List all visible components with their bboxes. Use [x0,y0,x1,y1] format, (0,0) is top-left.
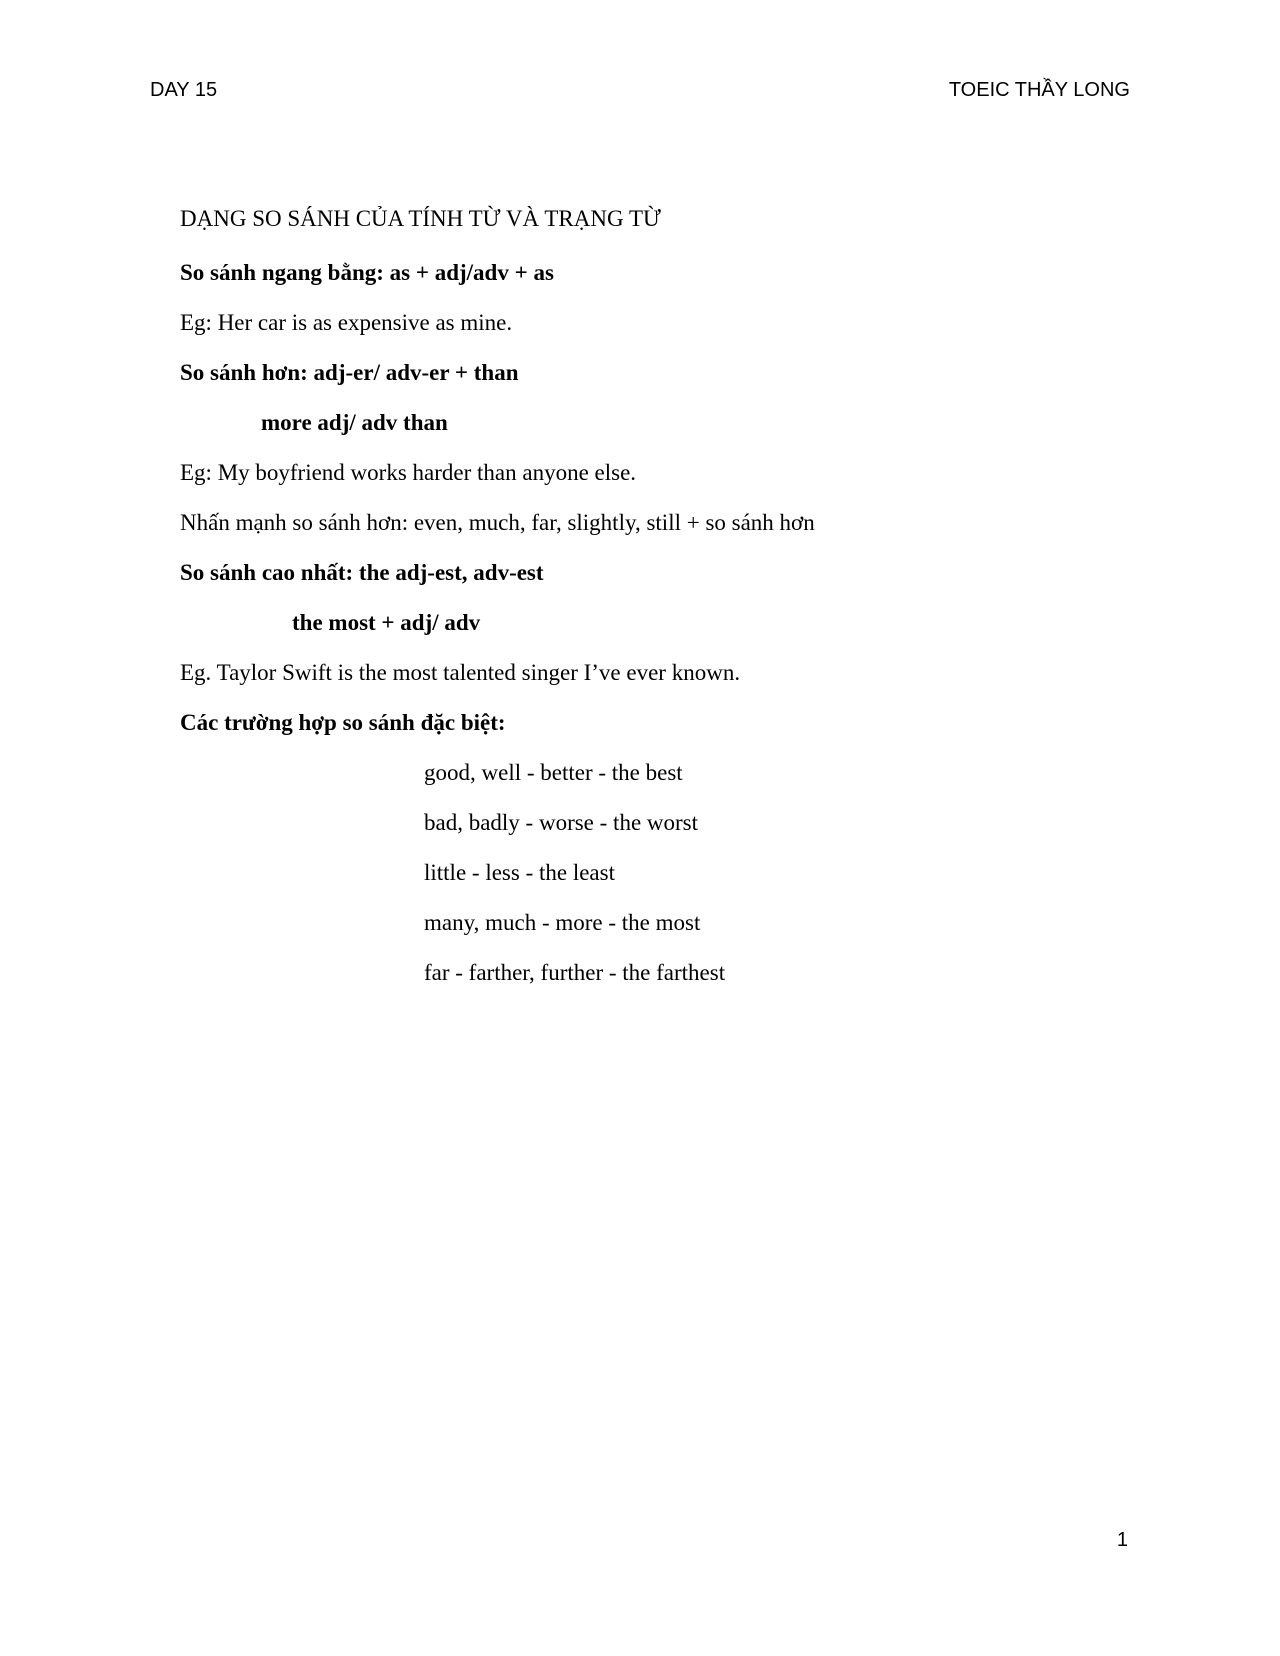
header-day-label: DAY 15 [150,79,218,101]
superlative-rule-alternative: the most + adj/ adv [292,610,481,635]
special-cases-heading: Các trường hợp so sánh đặc biệt: [180,710,506,735]
comparative-rule: So sánh hơn: adj-er/ adv-er + than [180,360,519,385]
equal-comparison-example: Eg: Her car is as expensive as mine. [180,310,513,335]
comparative-rule-alternative: more adj/ adv than [261,410,448,435]
superlative-rule: So sánh cao nhất: the adj-est, adv-est [180,560,544,585]
header-author-label: TOEIC THẦY LONG [948,79,1130,101]
comparative-example: Eg: My boyfriend works harder than anyone else. [180,460,637,485]
document-title: DẠNG SO SÁNH CỦA TÍNH TỪ VÀ TRẠNG TỪ [180,206,661,231]
special-case-item: little - less - the least [424,860,615,885]
page-number: 1 [1116,1529,1128,1551]
superlative-example: Eg. Taylor Swift is the most talented singer I’ve ever known. [180,660,741,685]
special-case-item: bad, badly - worse - the worst [424,810,699,835]
special-case-item: good, well - better - the best [424,760,683,785]
special-case-item: far - farther, further - the farthest [424,960,726,985]
special-case-item: many, much - more - the most [424,910,701,935]
document-body [180,204,1180,1008]
equal-comparison-rule: So sánh ngang bằng: as + adj/adv + as [180,260,554,285]
comparative-emphasis-note: Nhấn mạnh so sánh hơn: even, much, far, slightly, still + so sánh hơn [180,510,815,535]
